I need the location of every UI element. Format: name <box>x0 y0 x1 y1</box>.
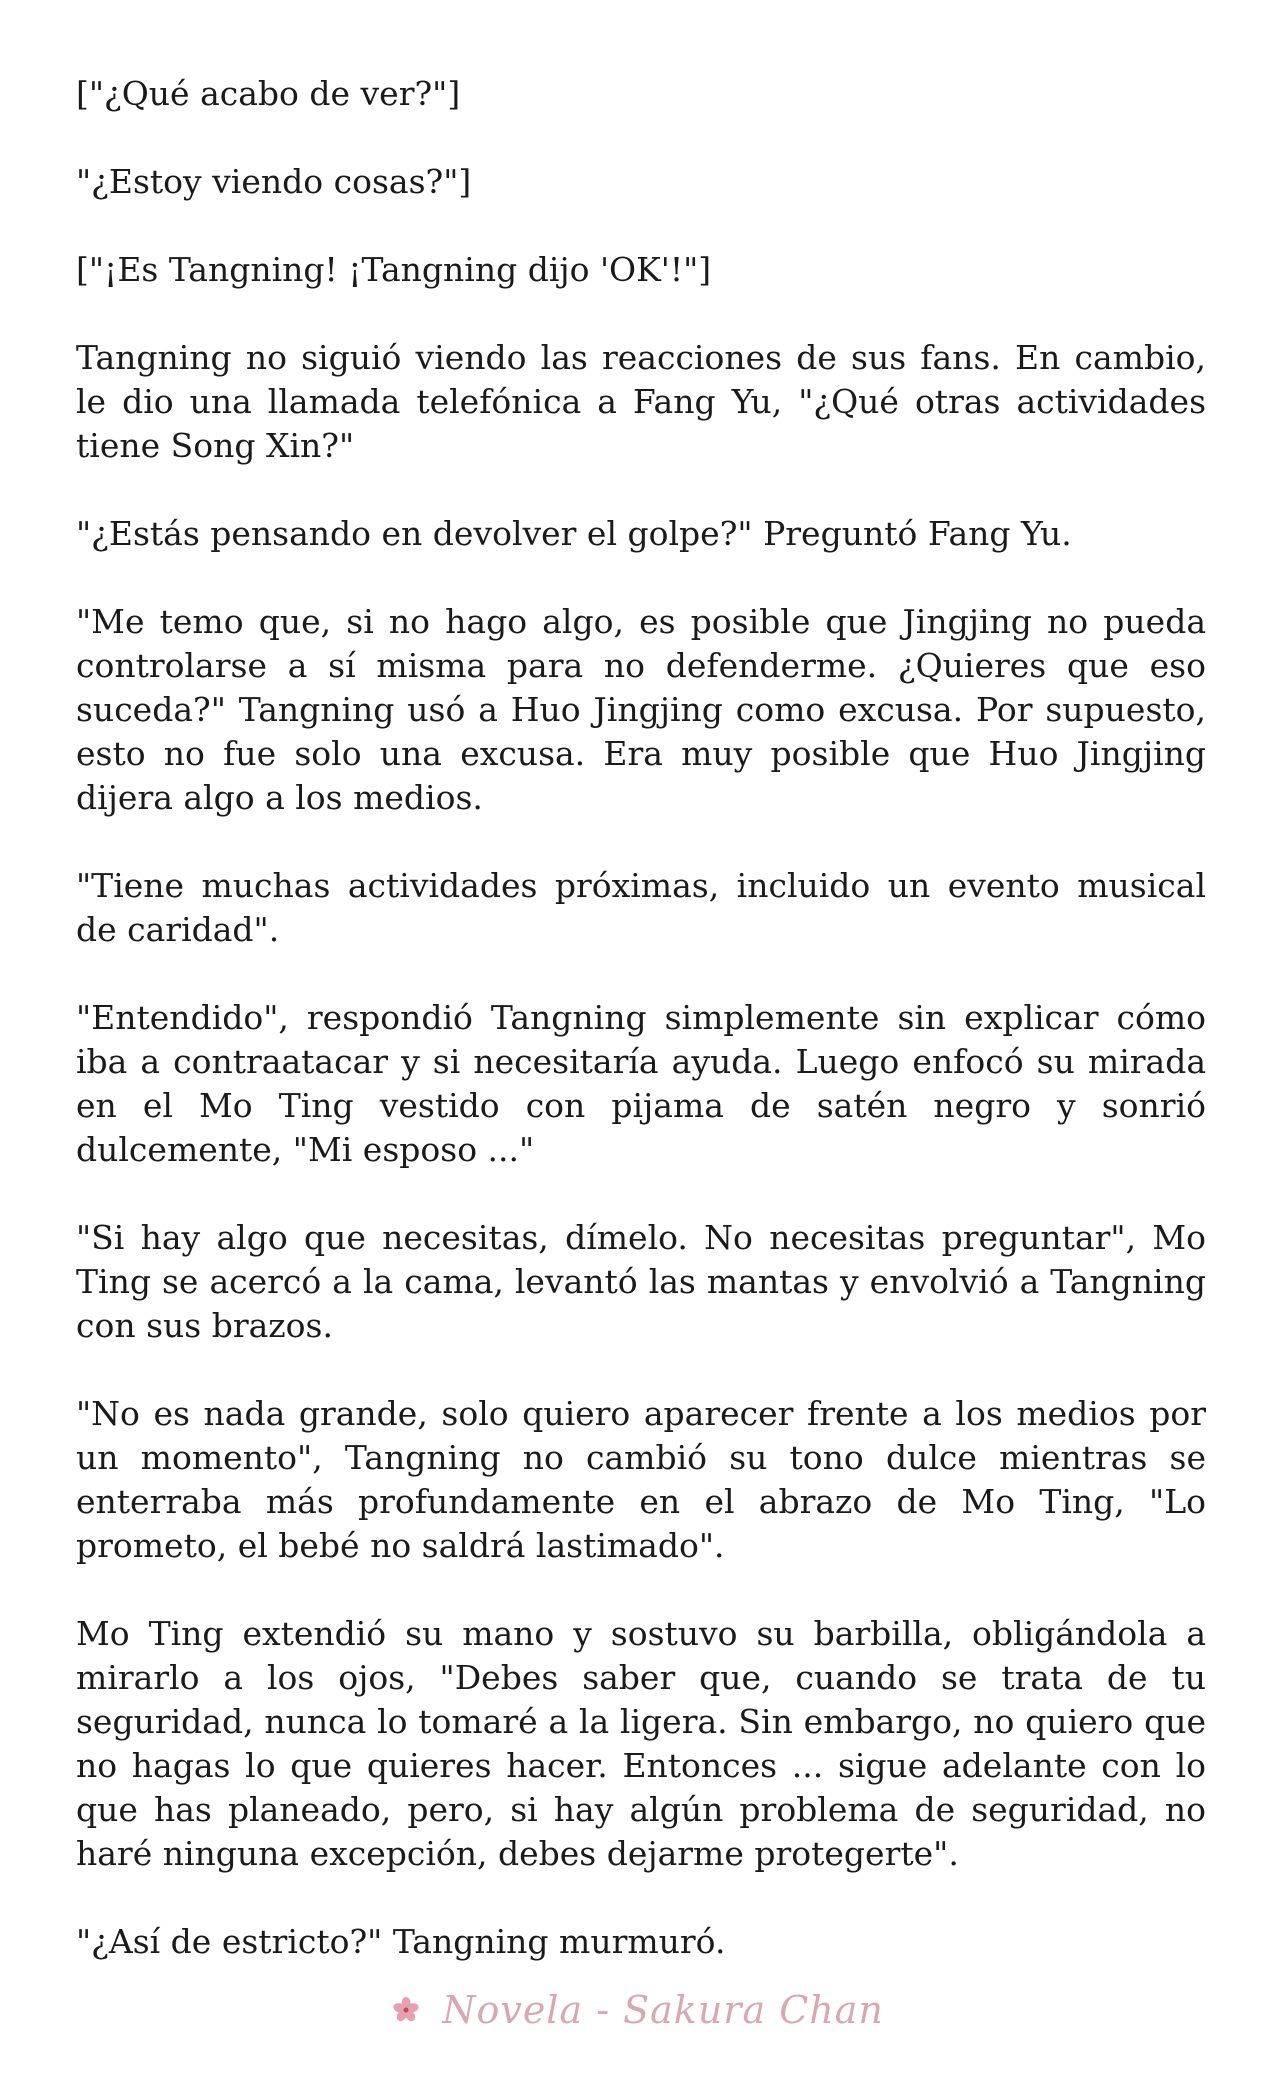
paragraph-6: "Me temo que, si no hago algo, es posible que Jingjing no pueda controlarse a sí misma para no defenderme. ¿Quieres que eso suceda?" Tangning usó a Huo Jingjing como excusa. Por supuesto, esto no fue solo una excusa. Era muy posible que Huo Jingjing dijera algo a los medios. <box>76 602 1206 817</box>
paragraph-5: "¿Estás pensando en devolver el golpe?" Preguntó Fang Yu. <box>76 514 1072 553</box>
watermark-text: Novela - Sakura Chan <box>442 1988 884 2032</box>
paragraph-11: Mo Ting extendió su mano y sostuvo su barbilla, obligándola a mirarlo a los ojos, "Debes saber que, cuando se trata de tu seguridad, nunca lo tomaré a la ligera. Sin embargo, no quiero que no hagas lo que quieres hacer. Entonces ... sigue adelante con lo que has planeado, pero, si hay algún problema de seguridad, no haré ninguna excepción, debes dejarme protegerte". <box>76 1614 1206 1873</box>
sakura-flower-icon <box>391 1990 421 2020</box>
paragraph-9: "Si hay algo que necesitas, dímelo. No necesitas preguntar", Mo Ting se acercó a la cama, levantó las mantas y envolvió a Tangning con sus brazos. <box>76 1218 1206 1345</box>
paragraph-7: "Tiene muchas actividades próximas, incluido un evento musical de caridad". <box>76 866 1206 949</box>
paragraph-12: "¿Así de estricto?" Tangning murmuró. <box>76 1922 726 1961</box>
paragraph-1: ["¿Qué acabo de ver?"] <box>76 74 461 113</box>
paragraph-4: Tangning no siguió viendo las reacciones de sus fans. En cambio, le dio una llamada telefónica a Fang Yu, "¿Qué otras actividades tiene Song Xin?" <box>76 338 1206 465</box>
watermark <box>0 1988 1275 2032</box>
paragraph-10: "No es nada grande, solo quiero aparecer frente a los medios por un momento", Tangning no cambió su tono dulce mientras se enterraba más profundamente en el abrazo de Mo Ting, "Lo prometo, el bebé no saldrá lastimado". <box>76 1394 1206 1565</box>
document-body <box>76 72 1206 2008</box>
paragraph-2: "¿Estoy viendo cosas?"] <box>76 162 472 201</box>
paragraph-3: ["¡Es Tangning! ¡Tangning dijo 'OK'!"] <box>76 250 712 289</box>
paragraph-8: "Entendido", respondió Tangning simplemente sin explicar cómo iba a contraatacar y si necesitaría ayuda. Luego enfocó su mirada en el Mo Ting vestido con pijama de satén negro y sonrió dulcemente, "Mi esposo ..." <box>76 998 1206 1169</box>
